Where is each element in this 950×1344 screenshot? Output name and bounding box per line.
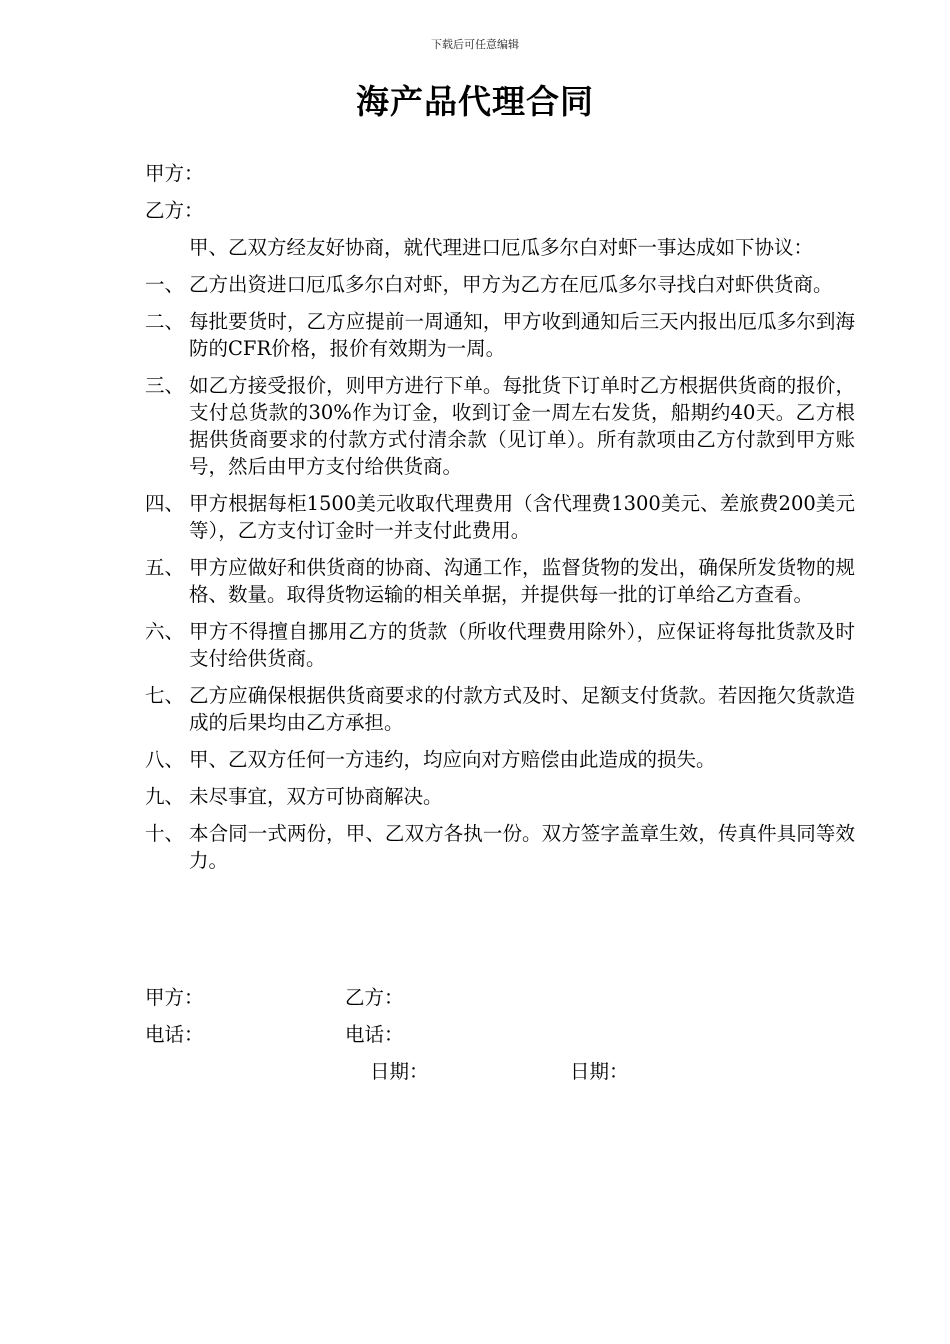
clause-item xyxy=(145,308,855,362)
clause-item xyxy=(145,372,855,480)
clause-number: 三、 xyxy=(145,374,185,397)
clause-number: 六、 xyxy=(145,620,185,643)
clause-item xyxy=(145,746,855,773)
clause-item xyxy=(145,783,855,810)
clause-text: 乙方应确保根据供货商要求的付款方式及时、足额支付货款。若因拖欠货款造成的后果均由乙方承担。 xyxy=(189,684,855,734)
header-note: 下载后可任意编辑 xyxy=(431,38,519,51)
clause-item xyxy=(145,271,855,298)
clause-number: 二、 xyxy=(145,310,185,333)
clause-text: 如乙方接受报价，则甲方进行下单。每批货下订单时乙方根据供货商的报价，支付总货款的30%作为订金，收到订金一周左右发货，船期约40天。乙方根据供货商要求的付款方式付清余款（见订单）。所有款项由乙方付款到甲方账号，然后由甲方支付给供货商。 xyxy=(189,374,855,478)
clause-number: 八、 xyxy=(145,748,185,771)
signature-date-b: 日期： xyxy=(570,1060,629,1083)
clause-text: 本合同一式两份，甲、乙双方各执一份。双方签字盖章生效，传真件具同等效力。 xyxy=(189,822,855,872)
document-title: 海产品代理合同 xyxy=(356,82,594,121)
clause-item xyxy=(145,554,855,608)
signature-party-a: 甲方： xyxy=(145,986,204,1009)
clause-text: 未尽事宜，双方可协商解决。 xyxy=(189,785,443,808)
clause-number: 十、 xyxy=(145,822,185,845)
contract-body xyxy=(145,160,855,884)
clause-text: 乙方出资进口厄瓜多尔白对虾，甲方为乙方在厄瓜多尔寻找白对虾供货商。 xyxy=(189,273,833,296)
clause-number: 七、 xyxy=(145,684,185,707)
intro-paragraph: 甲、乙双方经友好协商，就代理进口厄瓜多尔白对虾一事达成如下协议： xyxy=(189,236,814,259)
clause-text: 甲方根据每柜1500美元收取代理费用（含代理费1300美元、差旅费200美元等），乙方支付订金时一并支付此费用。 xyxy=(189,492,855,542)
signature-phone-a: 电话： xyxy=(145,1023,204,1046)
clause-number: 五、 xyxy=(145,556,185,579)
signature-date-a: 日期： xyxy=(370,1060,429,1083)
clause-text: 甲方不得擅自挪用乙方的货款（所收代理费用除外），应保证将每批货款及时支付给供货商。 xyxy=(189,620,855,670)
signature-phone-b: 电话： xyxy=(345,1023,404,1046)
clause-item xyxy=(145,820,855,874)
clause-item xyxy=(145,618,855,672)
party-a-line: 甲方： xyxy=(145,162,204,185)
clause-item xyxy=(145,490,855,544)
clause-number: 一、 xyxy=(145,273,185,296)
clause-text: 每批要货时，乙方应提前一周通知，甲方收到通知后三天内报出厄瓜多尔到海防的CFR价格，报价有效期为一周。 xyxy=(189,310,855,360)
clause-item xyxy=(145,682,855,736)
clause-text: 甲方应做好和供货商的协商、沟通工作，监督货物的发出，确保所发货物的规格、数量。取得货物运输的相关单据，并提供每一批的订单给乙方查看。 xyxy=(189,556,855,606)
clause-text: 甲、乙双方任何一方违约，均应向对方赔偿由此造成的损失。 xyxy=(189,748,716,771)
clause-number: 九、 xyxy=(145,785,185,808)
party-b-line: 乙方： xyxy=(145,199,204,222)
clause-number: 四、 xyxy=(145,492,185,515)
signature-party-b: 乙方： xyxy=(345,986,404,1009)
